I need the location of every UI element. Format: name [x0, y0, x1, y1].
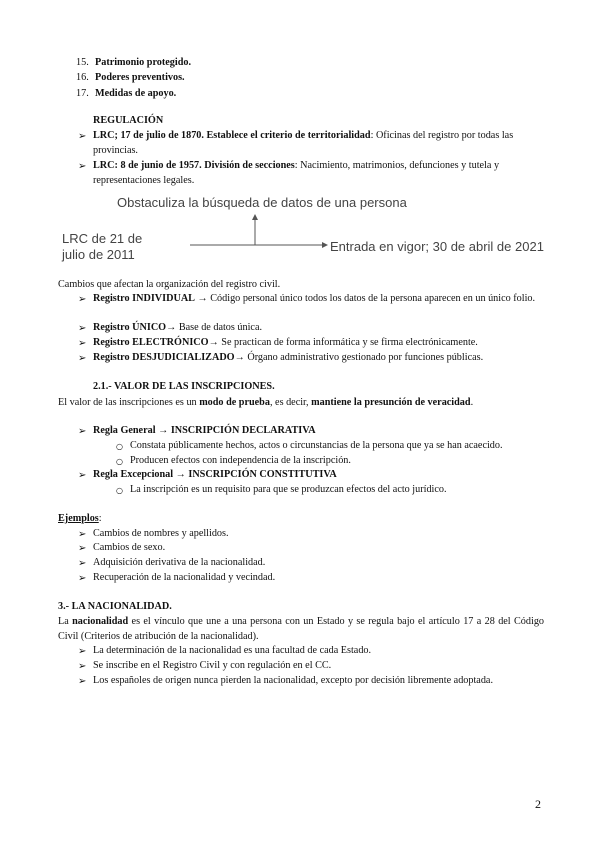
sub-bullet-icon: ○ [116, 457, 123, 466]
nacionalidad-heading: 3.- LA NACIONALIDAD. [58, 601, 172, 612]
nacionalidad-item: Se inscribe en el Registro Civil y con regulación en el CC. [93, 660, 332, 671]
bullet-arrow-icon: ➢ [78, 646, 87, 657]
ejemplos-label: Ejemplos: [58, 513, 102, 524]
ejemplo-item: Cambios de sexo. [93, 542, 166, 553]
regulacion-item: LRC; 17 de julio de 1870. Establece el criterio de territorialidad: Oficinas del registro por todas las provincias. [93, 130, 514, 156]
numbered-list-item: 17. Medidas de apoyo. [76, 88, 177, 99]
ejemplo-item: Recuperación de la nacionalidad y vecindad. [93, 572, 276, 583]
sub-bullet-icon: ○ [116, 442, 123, 451]
diagram-left-label: LRC de 21 de [62, 231, 143, 246]
valor-heading: 2.1.- VALOR DE LAS INSCRIPCIONES. [93, 381, 275, 392]
bullet-arrow-icon: ➢ [78, 323, 87, 334]
bullet-arrow-icon: ➢ [78, 353, 87, 364]
valor-paragraph: El valor de las inscripciones es un modo de prueba, es decir, mantiene la presunción de veracidad. [58, 397, 474, 408]
regla-excepcional-sub: La inscripción es un requisito para que se produzcan efectos del acto jurídico. [130, 484, 447, 495]
bullet-arrow-icon: ➢ [78, 426, 87, 437]
bullet-arrow-icon: ➢ [78, 131, 87, 142]
ejemplo-item: Cambios de nombres y apellidos. [93, 528, 229, 539]
timeline-arrows [62, 192, 542, 268]
bullet-arrow-icon: ➢ [78, 676, 87, 687]
page-number: 2 [535, 797, 541, 811]
diagram-right-label: Entrada en vigor; 30 de abril de 2021 [330, 239, 544, 254]
numbered-list-item: 15. Patrimonio protegido. [76, 57, 192, 68]
nacionalidad-item: La determinación de la nacionalidad es una facultad de cada Estado. [93, 645, 372, 656]
regla-general: Regla General → INSCRIPCIÓN DECLARATIVA [93, 425, 316, 436]
bullet-arrow-icon: ➢ [78, 661, 87, 672]
regulacion-heading: REGULACIÓN [93, 115, 164, 126]
bullet-arrow-icon: ➢ [78, 161, 87, 172]
bullet-arrow-icon: ➢ [78, 470, 87, 481]
bullet-arrow-icon: ➢ [78, 294, 87, 305]
regla-excepcional: Regla Excepcional → INSCRIPCIÓN CONSTITUTIVA [93, 469, 337, 480]
cambios-intro: Cambios que afectan la organización del registro civil. [58, 279, 281, 290]
diagram-left-label-2: julio de 2011 [62, 247, 135, 262]
cambios-item: Registro ELECTRÓNICO→ Se practican de forma informática y se firma electrónicamente. [93, 337, 478, 348]
cambios-item: Registro ÚNICO→ Base de datos única. [93, 322, 263, 333]
cambios-item: Registro DESJUDICIALIZADO→ Órgano administrativo gestionado por funciones públicas. [93, 352, 484, 363]
nacionalidad-item: Los españoles de origen nunca pierden la nacionalidad, excepto por decisión libremente adoptada. [93, 675, 493, 686]
diagram-top-label: Obstaculiza la búsqueda de datos de una persona [117, 195, 407, 210]
regulacion-item: LRC: 8 de junio de 1957. División de secciones: Nacimiento, matrimonios, defunciones y tutela y representaciones legales. [93, 160, 500, 186]
cambios-item: Registro INDIVIDUAL → Código personal único todos los datos de la persona aparecen en un único folio. [93, 293, 536, 304]
bullet-arrow-icon: ➢ [78, 543, 87, 554]
numbered-list-item: 16. Poderes preventivos. [76, 72, 185, 83]
sub-bullet-icon: ○ [116, 486, 123, 495]
nacionalidad-paragraph: La nacionalidad es el vínculo que une a una persona con un Estado y se regula bajo el artículo 17 a 28 del Código Civil (Criterios de atribución de la nacionalidad). [58, 616, 545, 642]
bullet-arrow-icon: ➢ [78, 338, 87, 349]
bullet-arrow-icon: ➢ [78, 529, 87, 540]
ejemplo-item: Adquisición derivativa de la nacionalidad. [93, 557, 266, 568]
bullet-arrow-icon: ➢ [78, 573, 87, 584]
regla-general-sub: Constata públicamente hechos, actos o circunstancias de la persona que ya se han acaecido. [130, 440, 503, 451]
timeline-diagram [62, 192, 542, 268]
bullet-arrow-icon: ➢ [78, 558, 87, 569]
regla-general-sub: Producen efectos con independencia de la inscripción. [130, 455, 351, 466]
